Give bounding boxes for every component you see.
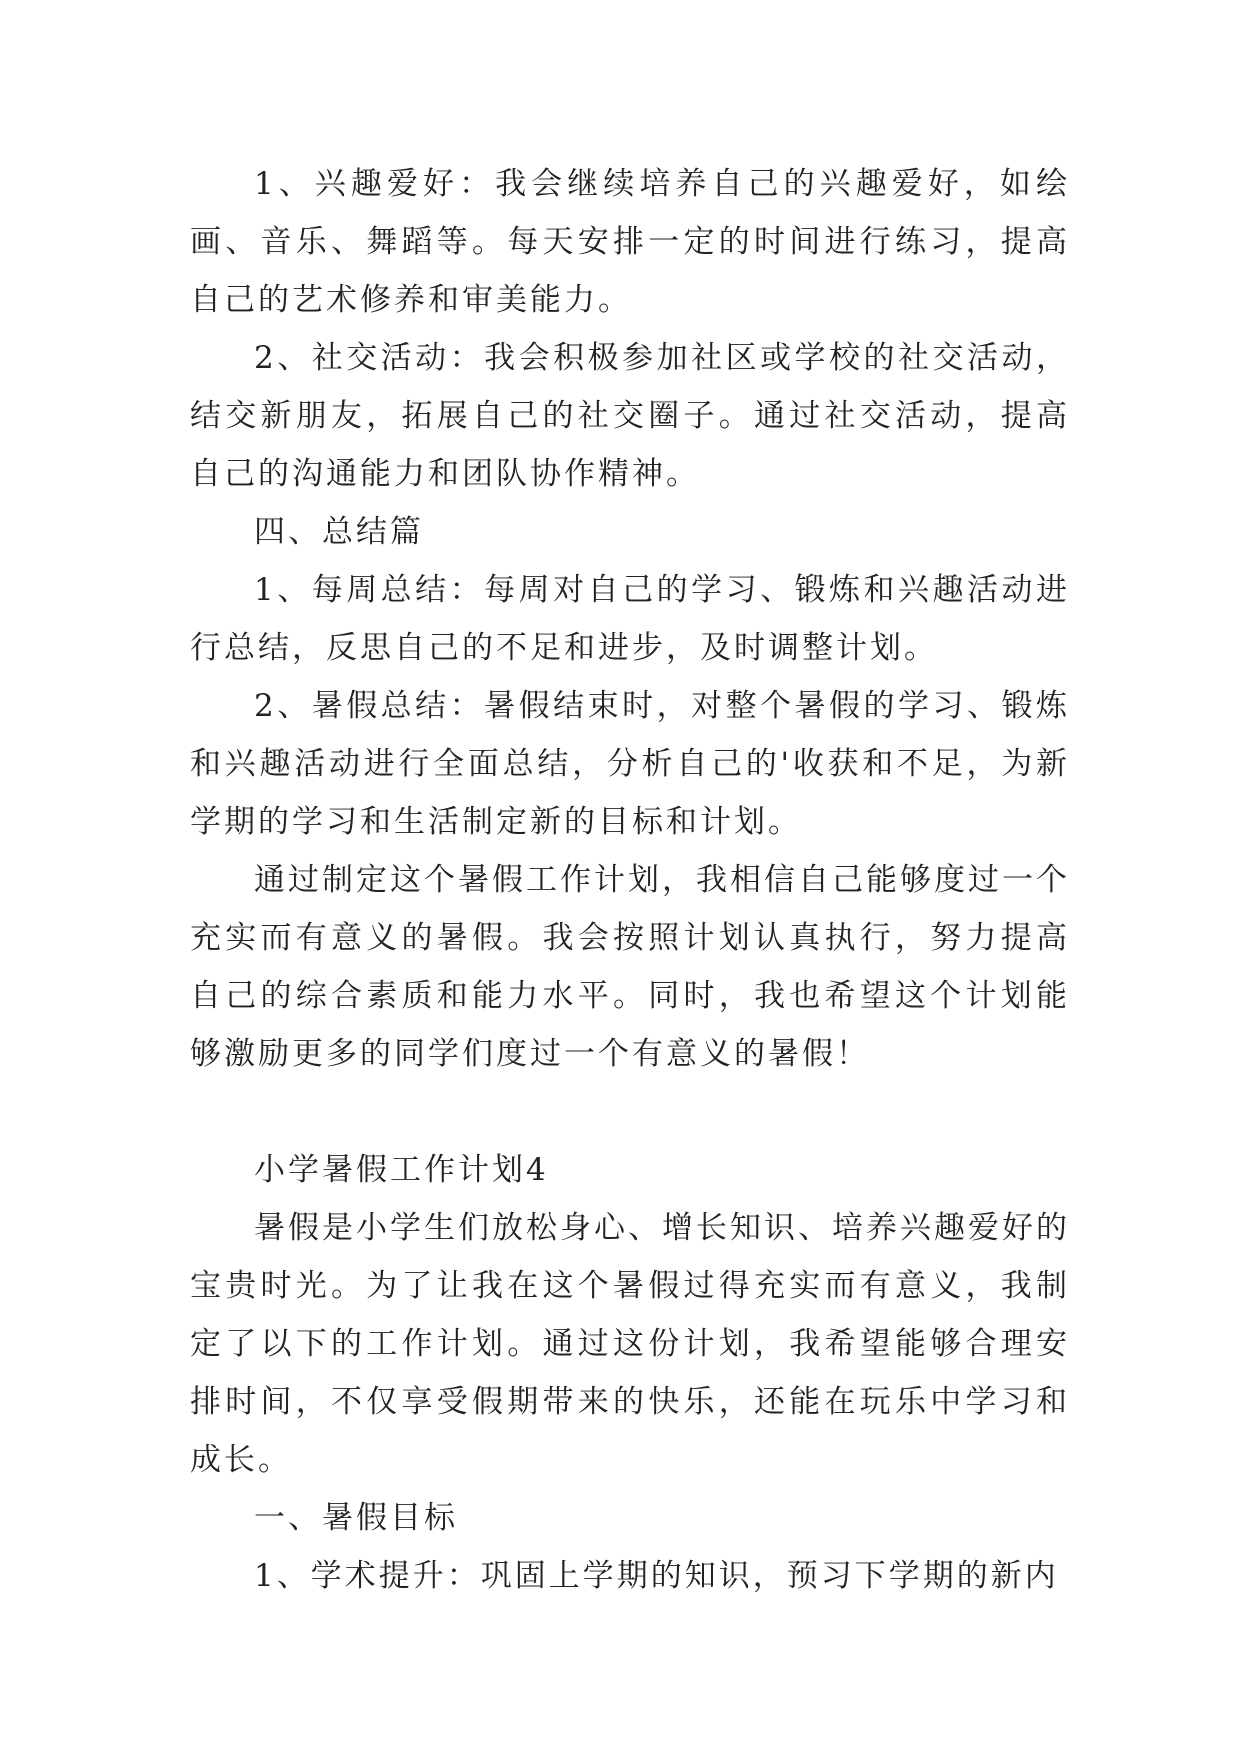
plan4-title: 小学暑假工作计划4 bbox=[254, 1152, 549, 1188]
vacation-summary-paragraph: 2、暑假总结：暑假结束时，对整个暑假的学习、锻炼和兴趣活动进行全面总结，分析自己的'收获和不足，为新学期的学习和生活制定新的目标和计划。 bbox=[190, 688, 1070, 840]
goals-heading: 一、暑假目标 bbox=[254, 1500, 458, 1536]
plan4-intro-paragraph: 暑假是小学生们放松身心、增长知识、培养兴趣爱好的宝贵时光。为了让我在这个暑假过得充实而有意义，我制定了以下的工作计划。通过这份计划，我希望能够合理安排时间，不仅享受假期带来的快乐，还能在玩乐中学习和成长。 bbox=[190, 1210, 1070, 1478]
social-paragraph: 2、社交活动：我会积极参加社区或学校的社交活动，结交新朋友，拓展自己的社交圈子。通过社交活动，提高自己的沟通能力和团队协作精神。 bbox=[190, 340, 1070, 492]
section-gap bbox=[190, 1083, 1070, 1141]
academic-goal-paragraph: 1、学术提升：巩固上学期的知识，预习下学期的新内 bbox=[254, 1558, 1059, 1594]
conclusion-paragraph: 通过制定这个暑假工作计划，我相信自己能够度过一个充实而有意义的暑假。我会按照计划认真执行，努力提高自己的综合素质和能力水平。同时，我也希望这个计划能够激励更多的同学们度过一个有意义的暑假！ bbox=[190, 862, 1070, 1072]
weekly-summary-paragraph: 1、每周总结：每周对自己的学习、锻炼和兴趣活动进行总结，反思自己的不足和进步，及时调整计划。 bbox=[190, 572, 1070, 666]
hobby-paragraph: 1、兴趣爱好：我会继续培养自己的兴趣爱好，如绘画、音乐、舞蹈等。每天安排一定的时间进行练习，提高自己的艺术修养和审美能力。 bbox=[190, 166, 1070, 318]
document-page bbox=[190, 155, 1070, 1605]
summary-heading: 四、总结篇 bbox=[254, 514, 424, 550]
